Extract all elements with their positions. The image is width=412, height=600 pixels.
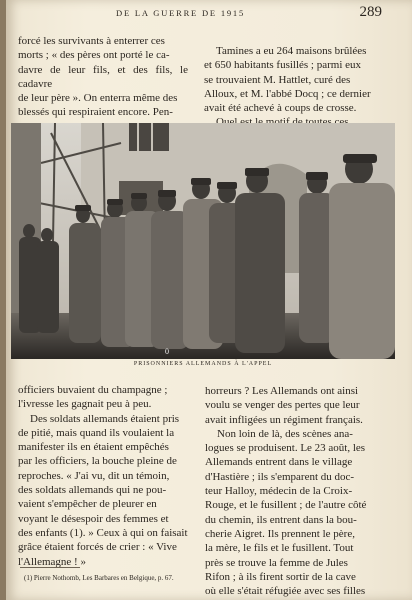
text-line: Allemands entrent dans le village: [205, 456, 353, 469]
text-line: et 650 habitants fusillés ; parmi eux: [204, 59, 362, 72]
photograph: [11, 123, 395, 359]
text-line: morts ; « des pères ont porté le ca-: [18, 49, 170, 62]
text-line: se trouvaient M. Hattlet, curé des: [204, 73, 351, 86]
text-line: où elle s'était réfugiée avec ses filles: [205, 585, 366, 598]
text-column-bottom-right: [205, 384, 397, 598]
text-line: avait été achevé à coups de crosse.: [204, 102, 357, 115]
text-line: Rifon ; à ils firent sortir de la cave: [205, 570, 356, 583]
text-line: près se trouve la femme de Jules: [205, 556, 348, 569]
text-line: officiers buvaient du champagne ;: [18, 384, 168, 396]
text-line: logues se produisent. Le 23 août, les: [205, 442, 366, 455]
page-number: 289: [359, 4, 382, 20]
page-header: [6, 4, 412, 24]
text-line: des enfants (1). » Ceux à qui on faisait: [18, 526, 188, 539]
text-line: teur Halloy, médecin de la Croix-: [205, 485, 353, 498]
text-column-top-right: [204, 44, 394, 130]
text-line: la mère, le fils et le fusillent. Tout: [205, 542, 354, 555]
text-line: vaient s'empêcher de pleurer en: [18, 498, 157, 511]
text-line: du chemin, ils entrent dans la bou-: [205, 513, 357, 526]
photo-mark: 0: [165, 347, 169, 356]
text-line: forcé les survivants à enterrer ces: [18, 35, 165, 47]
text-line: horreurs ? Les Allemands ont ainsi: [205, 385, 359, 397]
text-line: Rouge, et le fusillent ; de l'autre côté: [205, 499, 367, 512]
book-page: [6, 0, 412, 600]
photograph-artwork: [11, 123, 395, 359]
text-line: des soldats allemands qui ne pou-: [18, 484, 167, 497]
photo-caption: PRISONNIERS ALLEMANDS À L'APPEL: [133, 361, 273, 367]
text-line: Des soldats allemands étaient pris: [30, 412, 180, 425]
text-column-top-left: [18, 34, 188, 134]
text-line: voulu se venger des pertes que leur: [205, 399, 360, 412]
text-line: blessés qui respiraient encore. Pen-: [18, 106, 173, 119]
text-line: d'Hastière ; ils s'emparent du doc-: [205, 470, 355, 483]
text-line: Non loin de là, des scènes ana-: [217, 427, 353, 440]
text-line: l'ivresse les gagnait peu à peu.: [18, 398, 152, 411]
text-column-bottom-left: [18, 383, 190, 569]
text-line: cherie Aigret. Ils prennent le père,: [205, 527, 355, 540]
text-line: manifester ils en étaient empêchés: [18, 441, 169, 454]
text-line: grâce étaient forcés de crier : « Vive: [18, 541, 177, 554]
running-title: DE LA GUERRE DE 1915: [116, 8, 246, 18]
text-line: de pitié, mais quand ils voulaient la: [18, 426, 175, 439]
text-line: l'Allemagne ! »: [18, 555, 86, 568]
text-line: voyant le désespoir des femmes et: [18, 512, 169, 525]
text-line: par les officiers, la bouche pleine de: [18, 455, 177, 468]
text-line: davre de leur fils, et des fils, le cadavre: [18, 63, 188, 90]
text-line: de leur père ». On enterra même des: [18, 92, 178, 105]
text-line: Alloux, et M. l'abbé Docq ; ce dernier: [204, 87, 371, 100]
footnote: (1) Pierre Nothomb, Les Barbares en Belgique, p. 67.: [24, 574, 174, 582]
text-line: reproches. « J'ai vu, dit un témoin,: [18, 469, 170, 482]
footnote-rule: [20, 567, 80, 568]
text-line: avait infligées un régiment français.: [205, 413, 363, 426]
text-line: Tamines a eu 264 maisons brûlées: [216, 45, 367, 57]
